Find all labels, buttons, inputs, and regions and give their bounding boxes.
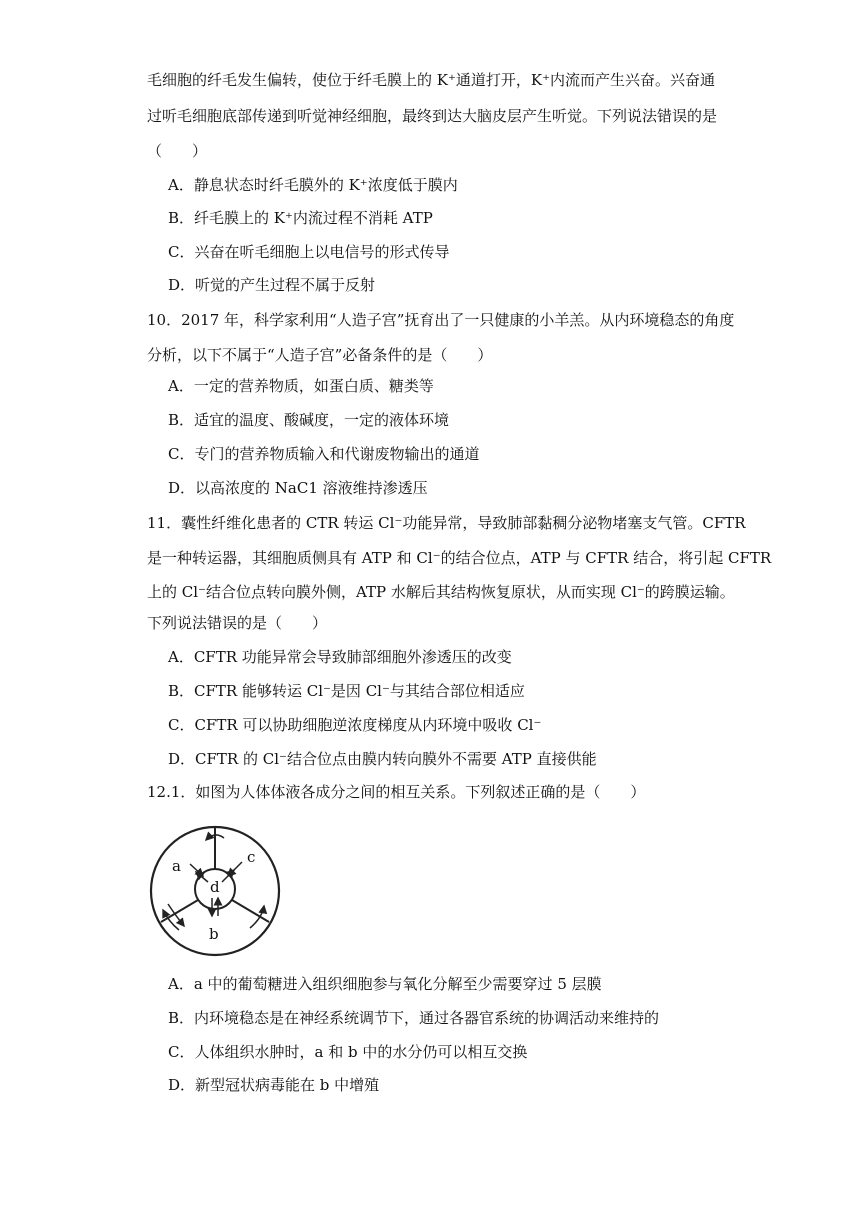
q9-option-d: D．听觉的产生过程不属于反射 — [168, 276, 376, 294]
q12-option-b: B．内环境稳态是在神经系统调节下，通过各器官系统的协调活动来维持的 — [168, 1009, 660, 1027]
q11-option-d: D．CFTR 的 Cl⁻结合位点由膜内转向膜外不需要 ATP 直接供能 — [168, 750, 597, 768]
q12-option-c: C．人体组织水肿时，a 和 b 中的水分仍可以相互交换 — [168, 1043, 528, 1061]
q11-stem-line-1: 11．囊性纤维化患者的 CTR 转运 Cl⁻功能异常，导致肺部黏稠分泌物堵塞支气管。CFTR — [147, 514, 746, 532]
q9-stem-line-1: 毛细胞的纤毛发生偏转，使位于纤毛膜上的 K⁺通道打开，K⁺内流而产生兴奋。兴奋通 — [147, 71, 716, 89]
arrow-a-to-d — [190, 864, 203, 876]
q11-option-a: A．CFTR 功能异常会导致肺部细胞外渗透压的改变 — [168, 648, 512, 666]
q10-option-d: D．以高浓度的 NaC1 溶液维持渗透压 — [168, 479, 428, 497]
q9-stem-line-3: （ ） — [147, 142, 208, 160]
q12-option-d: D．新型冠状病毒能在 b 中增殖 — [168, 1076, 380, 1094]
q12-option-a: A．a 中的葡萄糖进入组织细胞参与氧化分解至少需要穿过 5 层膜 — [168, 975, 602, 993]
q10-option-b: B．适宜的温度、酸碱度，一定的液体环境 — [168, 411, 450, 429]
label-b: b — [209, 925, 219, 943]
q10-option-a: A．一定的营养物质，如蛋白质、糖类等 — [168, 377, 434, 395]
label-d: d — [210, 878, 220, 896]
q10-option-c: C．专门的营养物质输入和代谢废物输出的通道 — [168, 445, 480, 463]
q9-option-b: B．纤毛膜上的 K⁺内流过程不消耗 ATP — [168, 209, 433, 227]
label-c: c — [247, 848, 256, 866]
q10-stem-line-1: 10．2017 年，科学家利用“人造子宫”抚育出了一只健康的小羊羔。从内环境稳态的角度 — [147, 311, 735, 329]
q9-option-c: C．兴奋在听毛细胞上以电信号的形式传导 — [168, 243, 450, 261]
q11-option-b: B．CFTR 能够转运 Cl⁻是因 Cl⁻与其结合部位相适应 — [168, 682, 525, 700]
q11-stem-line-3: 上的 Cl⁻结合位点转向膜外侧，ATP 水解后其结构恢复原状，从而实现 Cl⁻的跨膜运输。 — [147, 583, 735, 601]
q11-stem-line-2: 是一种转运器，其细胞质侧具有 ATP 和 Cl⁻的结合位点，ATP 与 CFTR 结合，将引起 CFTR — [147, 549, 772, 567]
q11-stem-line-4: 下列说法错误的是（ ） — [147, 614, 328, 632]
label-a: a — [172, 857, 181, 875]
q12-stem-line-1: 12.1．如图为人体体液各成分之间的相互关系。下列叙述正确的是（ ） — [147, 783, 646, 801]
divider-left — [161, 900, 198, 922]
q10-stem-line-2: 分析，以下不属于“人造子宫”必备条件的是（ ） — [147, 346, 493, 364]
q9-stem-line-2: 过听毛细胞底部传递到听觉神经细胞，最终到达大脑皮层产生听觉。下列说法错误的是 — [147, 107, 718, 125]
arrow-a-to-b — [168, 904, 184, 926]
body-fluid-diagram — [146, 822, 284, 960]
q9-option-a: A．静息状态时纤毛膜外的 K⁺浓度低于膜内 — [168, 176, 458, 194]
q11-option-c: C．CFTR 可以协助细胞逆浓度梯度从内环境中吸收 Cl⁻ — [168, 716, 542, 734]
